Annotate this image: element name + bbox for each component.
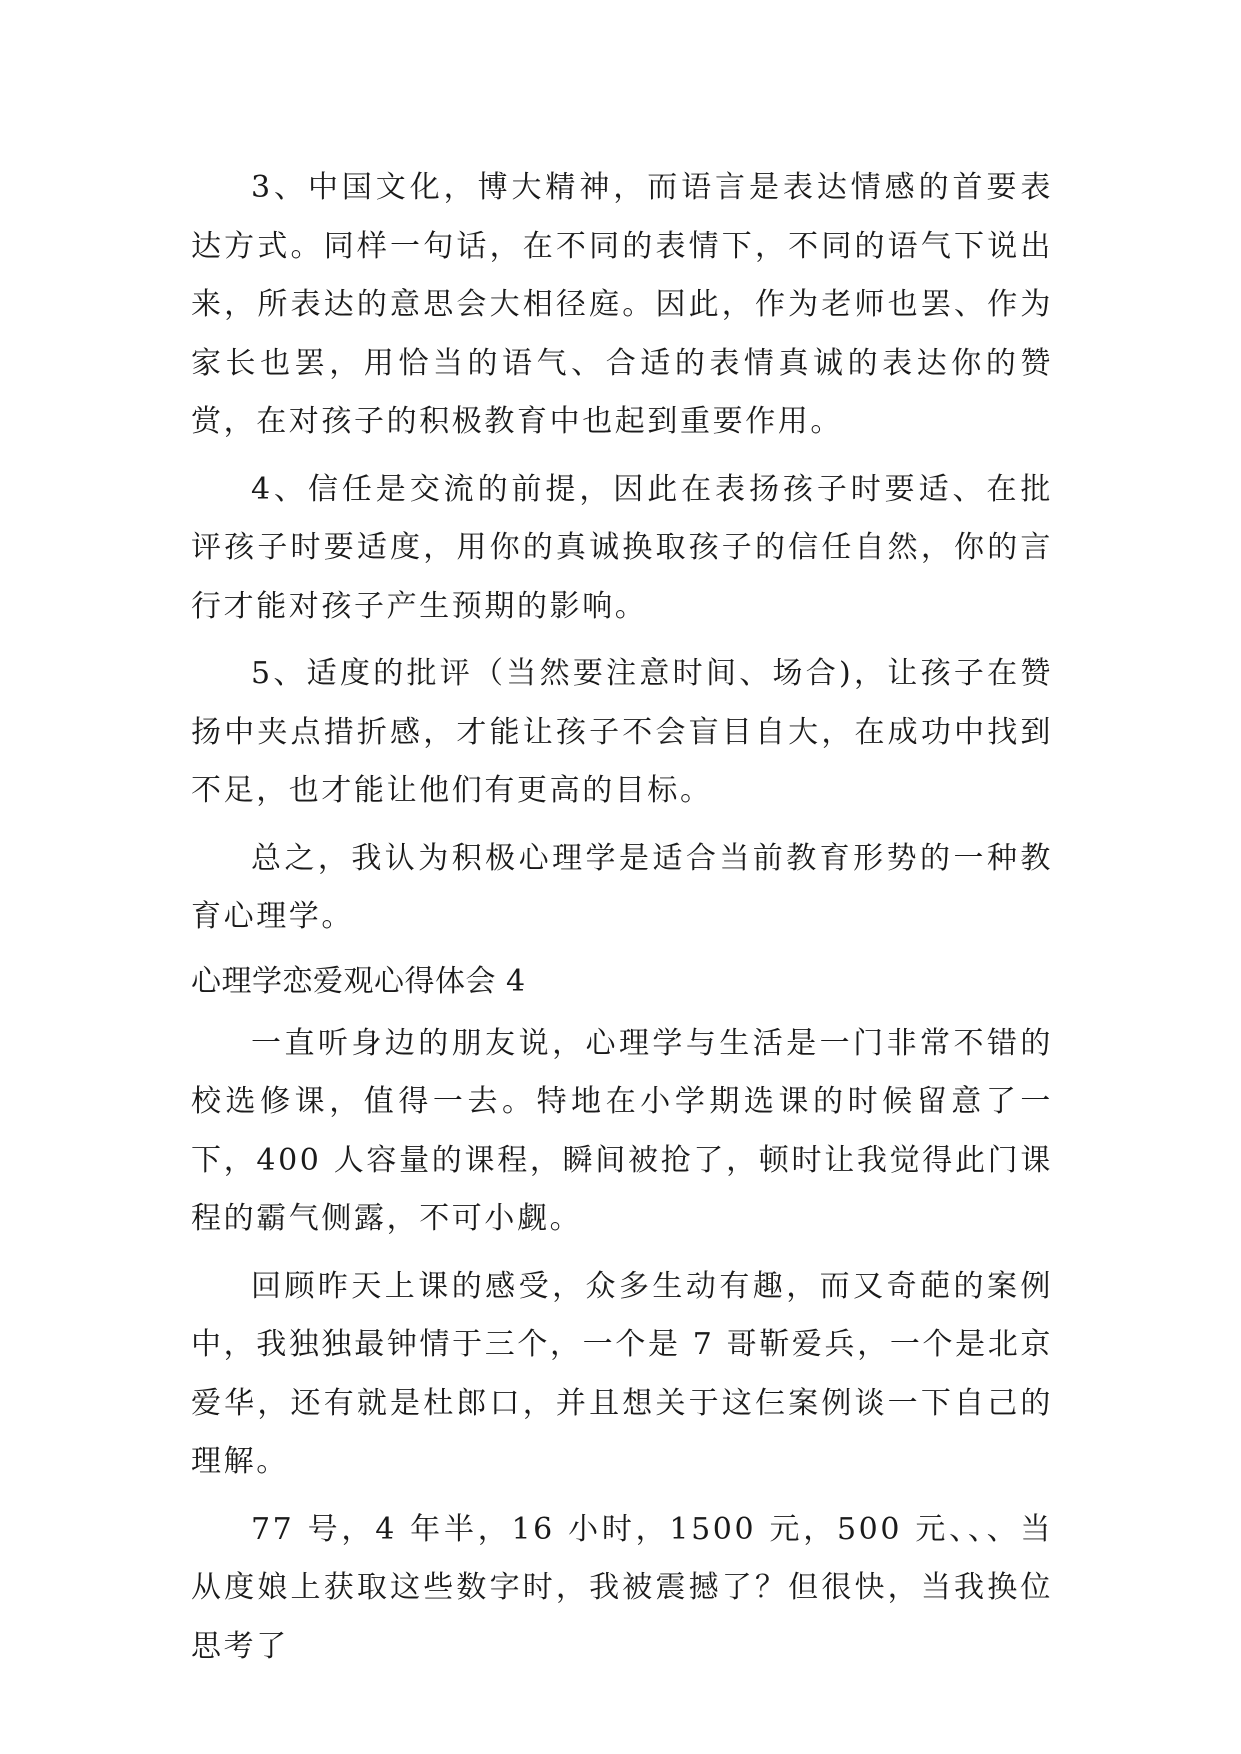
paragraph-item-4: 4、信任是交流的前提，因此在表扬孩子时要适、在批评孩子时要适度，用你的真诚换取孩子的信任自然，你的言行才能对孩子产生预期的影响。 <box>191 471 1053 624</box>
paragraph-intro: 一直听身边的朋友说，心理学与生活是一门非常不错的校选修课，值得一去。特地在小学期选课的时候留意了一下，400 人容量的课程，瞬间被抢了，顿时让我觉得此门课程的霸气侧露，不可小觑。 <box>191 1025 1053 1236</box>
paragraph-numbers: 77 号，4 年半，16 小时，1500 元，500 元、、、当从度娘上获取这些数字时，我被震撼了？但很快，当我换位思考了 <box>191 1511 1053 1664</box>
paragraph-conclusion: 总之，我认为积极心理学是适合当前教育形势的一种教育心理学。 <box>191 840 1053 934</box>
document-page <box>191 159 1053 1685</box>
paragraph-review: 回顾昨天上课的感受，众多生动有趣，而又奇葩的案例中，我独独最钟情于三个，一个是 7 哥靳爱兵，一个是北京爱华，还有就是杜郎口，并且想关于这仨案例谈一下自己的理解。 <box>191 1268 1053 1479</box>
paragraph-item-3: 3、中国文化，博大精神，而语言是表达情感的首要表达方式。同样一句话，在不同的表情下，不同的语气下说出来，所表达的意思会大相径庭。因此，作为老师也罢、作为家长也罢，用恰当的语气、合适的表情真诚的表达你的赞赏，在对孩子的积极教育中也起到重要作用。 <box>191 170 1053 439</box>
paragraph-item-5: 5、适度的批评（当然要注意时间、场合)，让孩子在赞扬中夹点措折感，才能让孩子不会盲目自大，在成功中找到不足，也才能让他们有更高的目标。 <box>191 656 1053 808</box>
section-heading: 心理学恋爱观心得体会 4 <box>191 963 526 999</box>
